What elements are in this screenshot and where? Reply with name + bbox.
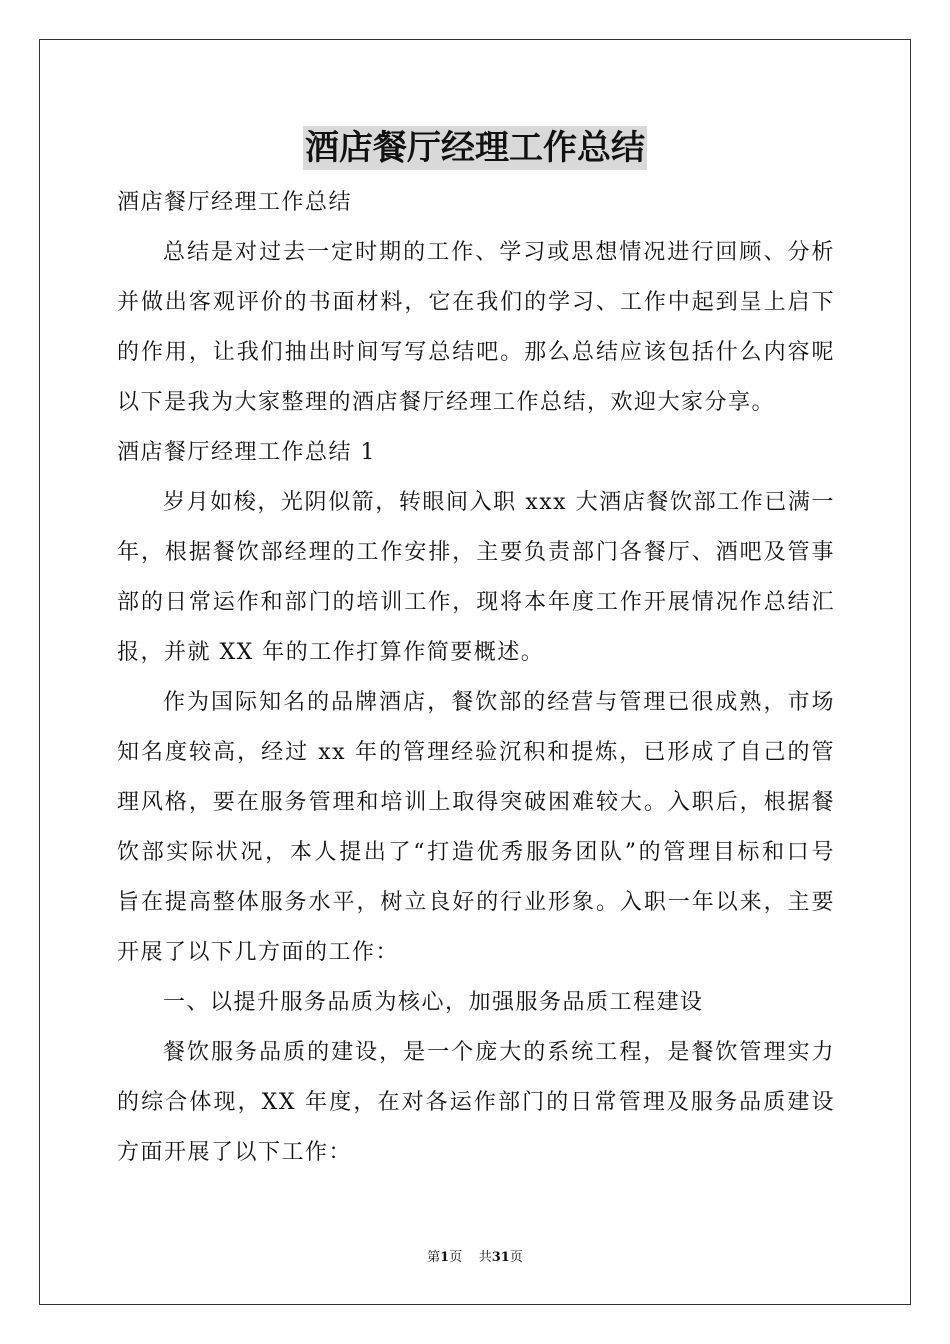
- document-body: [117, 178, 835, 1178]
- text-line: 年，根据餐饮部经理的工作安排，主要负责部门各餐厅、酒吧及管事: [117, 540, 835, 565]
- text-line: 饮部实际状况，本人提出了“打造优秀服务团队”的管理目标和口号: [117, 840, 835, 865]
- text-line: 旨在提高整体服务水平，树立良好的行业形象。入职一年以来，主要: [117, 890, 835, 915]
- page-total: 31: [491, 1250, 510, 1265]
- text-line: 开展了以下几方面的工作：: [117, 940, 400, 965]
- text-line: 方面开展了以下工作：: [117, 1140, 353, 1165]
- text-line: 知名度较高，经过 xx 年的管理经验沉积和提炼，已形成了自己的管: [117, 740, 835, 765]
- page-footer: [0, 1246, 950, 1265]
- text-line: 的综合体现，XX 年度，在对各运作部门的日常管理及服务品质建设: [117, 1090, 835, 1115]
- page-prefix: 第: [427, 1250, 441, 1265]
- document-title: 酒店餐厅经理工作总结: [305, 128, 645, 168]
- title-container: [0, 126, 950, 170]
- text-line: 并做出客观评价的书面材料，它在我们的学习、工作中起到呈上启下: [117, 290, 835, 315]
- text-line: 报，并就 XX 年的工作打算作简要概述。: [117, 640, 545, 665]
- text-line: 一、以提升服务品质为核心，加强服务品质工程建设: [163, 990, 704, 1015]
- text-line: 部的日常运作和部门的培训工作，现将本年度工作开展情况作总结汇: [117, 590, 835, 615]
- text-line: 作为国际知名的品牌酒店，餐饮部的经营与管理已很成熟，市场: [163, 690, 835, 715]
- page-suffix: 页: [449, 1250, 463, 1265]
- text-line: 酒店餐厅经理工作总结: [117, 190, 353, 215]
- page-current: 1: [440, 1250, 450, 1265]
- text-line: 总结是对过去一定时期的工作、学习或思想情况进行回顾、分析: [163, 240, 835, 265]
- text-line: 岁月如梭，光阴似箭，转眼间入职 xxx 大酒店餐饮部工作已满一: [163, 490, 835, 515]
- text-line: 餐饮服务品质的建设，是一个庞大的系统工程，是餐饮管理实力: [163, 1040, 835, 1065]
- text-line: 酒店餐厅经理工作总结 1: [117, 440, 376, 465]
- text-line: 以下是我为大家整理的酒店餐厅经理工作总结，欢迎大家分享。: [117, 390, 776, 415]
- total-suffix: 页: [509, 1250, 523, 1265]
- text-line: 理风格，要在服务管理和培训上取得突破困难较大。入职后，根据餐: [117, 790, 835, 815]
- total-prefix: 共: [478, 1250, 492, 1265]
- text-line: 的作用，让我们抽出时间写写总结吧。那么总结应该包括什么内容呢: [117, 340, 835, 365]
